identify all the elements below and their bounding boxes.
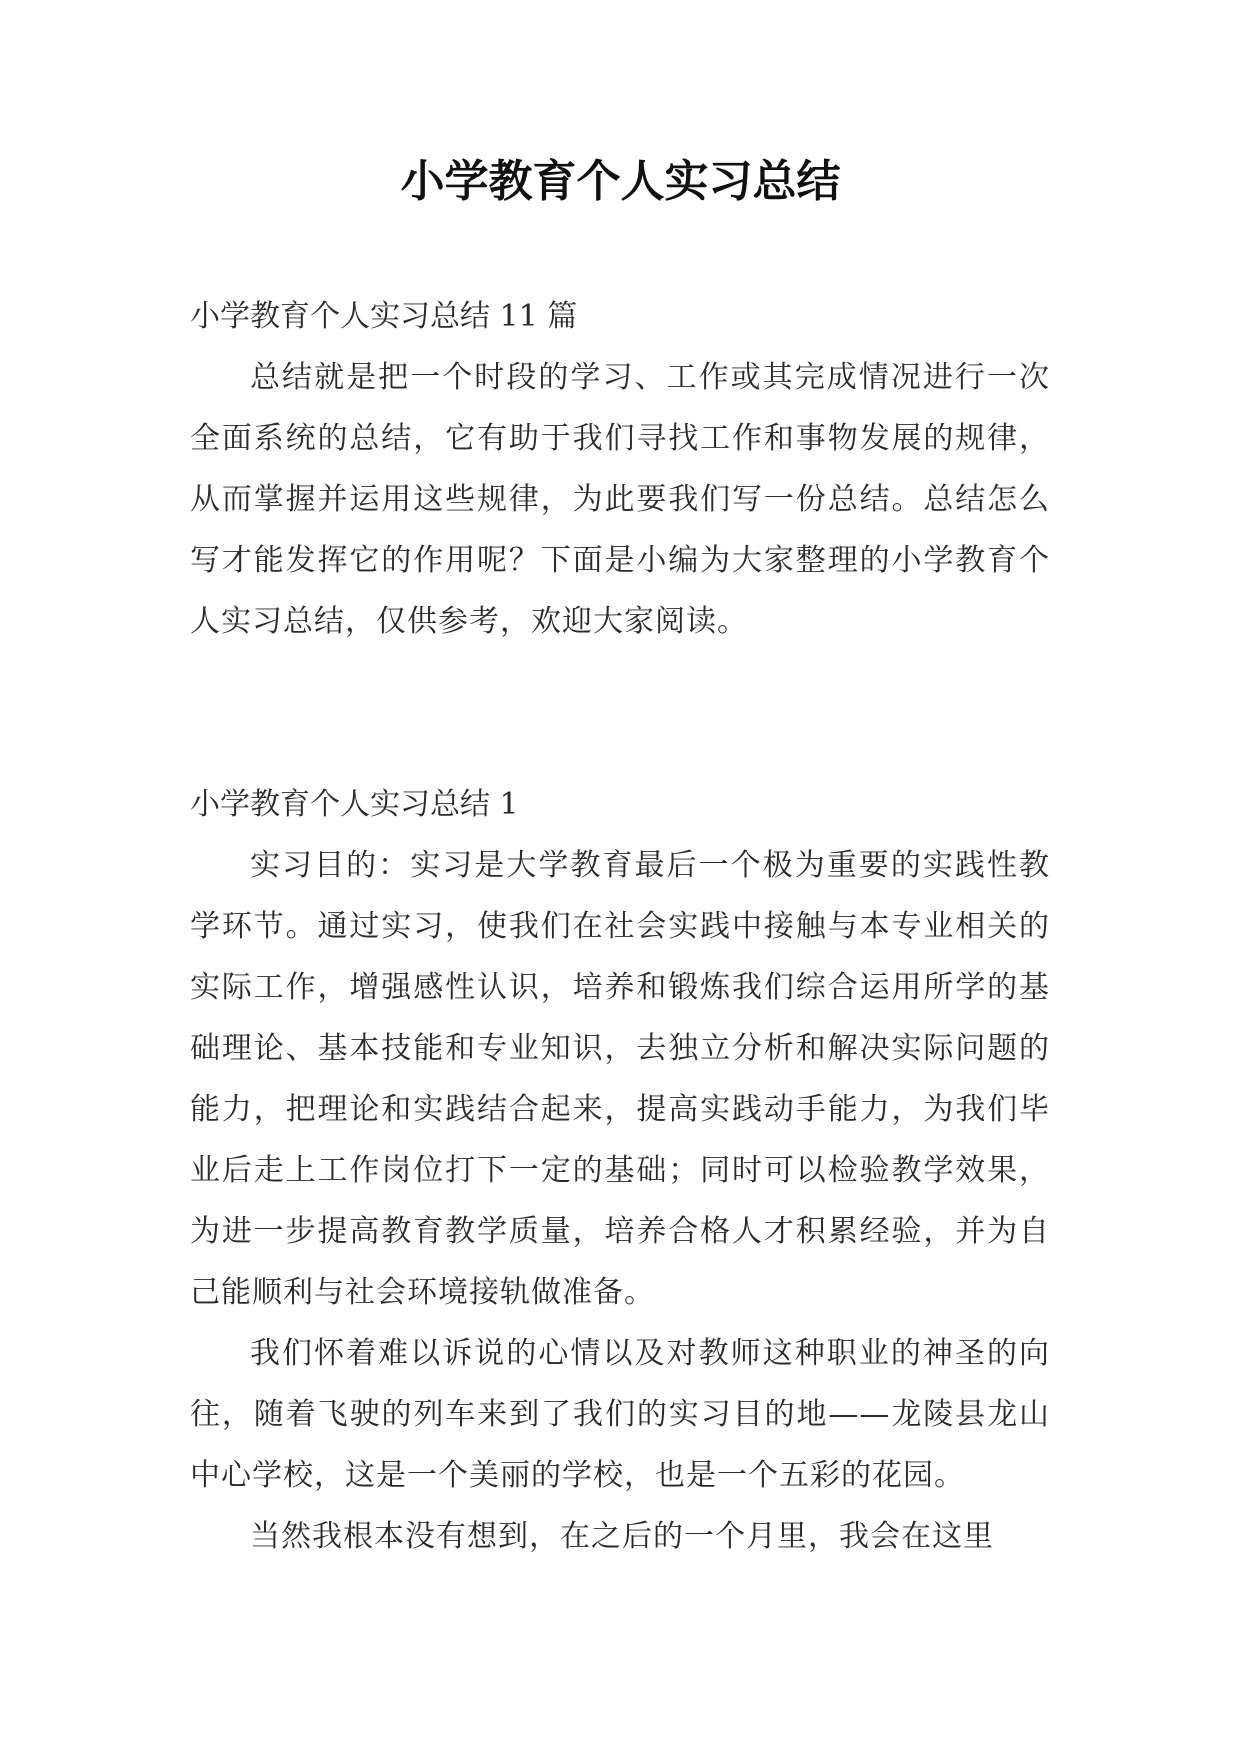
document-title: 小学教育个人实习总结 (400, 156, 841, 207)
body-paragraph: 实习目的：实习是大学教育最后一个极为重要的实践性教学环节。通过实习，使我们在社会实践中接触与本专业相关的实际工作，增强感性认识，培养和锻炼我们综合运用所学的基础理论、基本技能和专业知识，去独立分析和解决实际问题的能力，把理论和实践结合起来，提高实践动手能力，为我们毕业后走上工作岗位打下一定的基础；同时可以检验教学效果，为进一步提高教育教学质量，培养合格人才积累经验，并为自己能顺利与社会环境接轨做准备。 (190, 848, 1050, 1310)
body-paragraph: 当然我根本没有想到，在之后的一个月里，我会在这里 (250, 1519, 994, 1554)
document-body (190, 286, 1050, 1567)
section-spacer (190, 652, 1050, 774)
intro-paragraph: 总结就是把一个时段的学习、工作或其完成情况进行一次全面系统的总结，它有助于我们寻找工作和事物发展的规律，从而掌握并运用这些规律，为此要我们写一份总结。总结怎么写才能发挥它的作用呢？下面是小编为大家整理的小学教育个人实习总结，仅供参考，欢迎大家阅读。 (190, 360, 1050, 639)
body-paragraph: 我们怀着难以诉说的心情以及对教师这种职业的神圣的向往，随着飞驶的列车来到了我们的实习目的地——龙陵县龙山中心学校，这是一个美丽的学校，也是一个五彩的花园。 (190, 1336, 1050, 1493)
section-heading: 小学教育个人实习总结 1 (190, 787, 519, 822)
document-subtitle: 小学教育个人实习总结 11 篇 (190, 299, 578, 334)
